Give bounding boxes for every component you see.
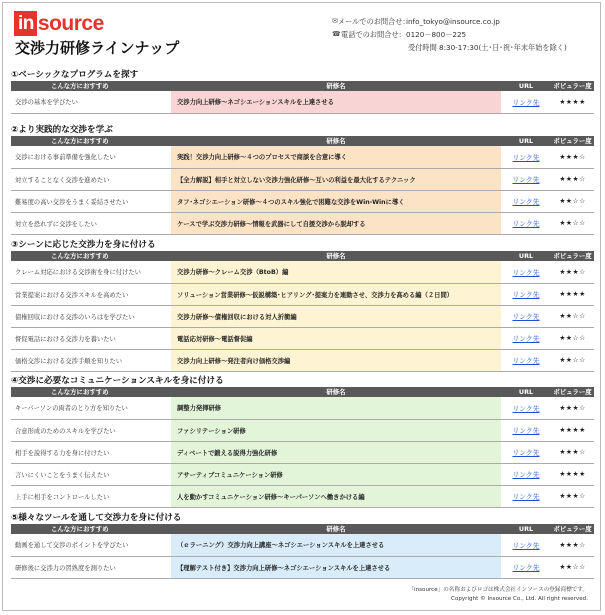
row-training-name: 【全力解説】相手と対立しない交渉力強化研修～互いの利益を最大化するテクニック [171,168,501,190]
header-name: 研修名 [171,387,501,397]
section-5 [11,512,594,579]
insource-logo [14,11,104,36]
row-training-name: ケースで学ぶ交渉力研修～情報を武器にして自援交渉から脱却する [171,212,501,234]
contact-mail-row [332,15,594,28]
row-url-cell [501,419,551,441]
header-name: 研修名 [171,136,501,146]
row-target: 合意形成のためのスキルを学びたい [11,419,171,441]
table-row [11,190,594,212]
row-training-name: ファシリテーション研修 [171,419,501,441]
row-popularity: ★★★☆ [551,441,594,463]
row-training-name: ソリューション営業研修～仮説構築･ヒアリング･提案力を連動させ、交渉力を高める編（２日間） [171,283,501,305]
table-row [11,91,594,113]
row-popularity: ★★☆☆ [551,305,594,327]
row-link[interactable]: リンク先 [512,357,540,365]
row-target: 上手に相手をコントロールしたい [11,485,171,507]
row-target: 相手を説得する力を身に付けたい [11,441,171,463]
row-popularity: ★★★☆ [551,261,594,283]
row-link[interactable]: リンク先 [512,153,540,162]
row-url-cell [501,283,551,305]
table-row [11,283,594,305]
row-url-cell [501,463,551,485]
header-target: こんな方におすすめ [11,524,171,534]
training-table [11,524,594,579]
row-training-name: 電話応対研修～電話督促編 [171,327,501,349]
row-training-name: 人を動かすコミュニケーション研修～キーパーソンへ働きかける編 [171,485,501,507]
row-training-name: 調整力発揮研修 [171,397,501,419]
row-url-cell [501,212,551,234]
row-link[interactable]: リンク先 [512,176,540,184]
table-row [11,534,594,556]
row-link[interactable]: リンク先 [512,98,540,107]
header-target: こんな方におすすめ [11,251,171,261]
table-row [11,441,594,463]
row-target: クレーム対応における交渉術を身に付けたい [11,261,171,283]
section-title: ①ベーシックなプログラムを探す [11,70,139,80]
row-training-name: タフ･ネゴシエーション研修～４つのスキル強化で困難な交渉をWin-Winに導く [171,190,501,212]
row-training-name: （ｅラーニング）交渉力向上講座～ネゴシエーションスキルを上達させる [171,534,501,556]
contact-info [332,15,594,54]
row-target: 対立することなく交渉を進めたい [11,168,171,190]
row-link[interactable]: リンク先 [512,493,540,501]
row-url-cell [501,397,551,419]
row-popularity: ★★★☆ [551,168,594,190]
row-url-cell [501,190,551,212]
row-popularity: ★★★☆ [551,146,594,168]
section-title: ④交渉に必要なコミュニケーションスキルを身に付ける [11,376,224,386]
header-name: 研修名 [171,524,501,534]
row-link[interactable]: リンク先 [512,198,540,206]
row-target: キーパーソンの両者のとり方を知りたい [11,397,171,419]
row-training-name: 交渉力向上研修～ネゴシエーションスキルを上達させる [171,91,501,113]
mail-icon: ✉ [332,17,338,25]
section-3 [11,239,594,372]
table-header-row [11,251,594,261]
section-2 [11,124,594,235]
row-target: 価格交渉における交渉手順を知りたい [11,349,171,371]
row-link[interactable]: リンク先 [512,541,540,550]
row-link[interactable]: リンク先 [512,427,540,435]
header-target: こんな方におすすめ [11,81,171,91]
phone-icon: ☎ [332,30,341,38]
row-target: 難易度の高い交渉をうまく妥結させたい [11,190,171,212]
table-row [11,485,594,507]
row-popularity: ★★☆☆ [551,556,594,578]
table-row [11,463,594,485]
training-table [11,251,594,372]
row-url-cell [501,556,551,578]
row-popularity: ★★☆☆ [551,349,594,371]
table-row [11,349,594,371]
table-header-row [11,136,594,146]
row-link[interactable]: リンク先 [512,268,540,277]
contact-phone-value[interactable]: 0120－800－225 [406,30,467,39]
row-link[interactable]: リンク先 [512,220,540,228]
logo-source: source [37,12,104,35]
row-url-cell [501,485,551,507]
header-url: URL [501,387,551,397]
header-popularity: ポピュラー度 [551,524,594,534]
row-target: 督促電話における交渉力を養いたい [11,327,171,349]
row-url-cell [501,441,551,463]
row-training-name: ディベートで鍛える説得力強化研修 [171,441,501,463]
header-popularity: ポピュラー度 [551,251,594,261]
row-training-name: 【理解テスト付き】交渉力向上研修～ネゴシエーションスキルを上達させる [171,556,501,578]
row-target: 営業提案における交渉スキルを高めたい [11,283,171,305]
table-row [11,261,594,283]
footer-trademark: 「insource」の名称およびロゴは株式会社インソースの登録商標です。 [408,587,588,593]
row-popularity: ★★★☆ [551,534,594,556]
table-header-row [11,81,594,91]
section-1 [11,69,594,114]
row-target: 債権回収における交渉のいろはを学びたい [11,305,171,327]
contact-hours: 受付時間 8:30-17:30(土･日･祝･年末年始を除く) [408,43,567,52]
row-link[interactable]: リンク先 [512,291,540,299]
row-target: 言いにくいことをうまく伝えたい [11,463,171,485]
row-popularity: ★★☆☆ [551,327,594,349]
row-url-cell [501,146,551,168]
table-row [11,556,594,578]
row-link[interactable]: リンク先 [512,471,540,479]
page-title: 交渉力研修ラインナップ [15,39,180,57]
row-url-cell [501,534,551,556]
row-link[interactable]: リンク先 [512,564,540,572]
table-row [11,212,594,234]
table-header-row [11,387,594,397]
footer [408,586,588,604]
contact-mail-label-wrap [332,15,410,28]
table-row [11,168,594,190]
header-popularity: ポピュラー度 [551,136,594,146]
row-popularity: ★★☆☆ [551,190,594,212]
section-title: ③シーンに応じた交渉力を身に付ける [11,240,156,250]
row-url-cell [501,349,551,371]
row-target: 研修後に交渉力の習熟度を測りたい [11,556,171,578]
training-table [11,136,594,235]
row-training-name: アサーティブコミュニケーション研修 [171,463,501,485]
row-popularity: ★★★☆ [551,397,594,419]
contact-mail-value[interactable]: info_tokyo@insource.co.jp [406,17,500,26]
header-url: URL [501,81,551,91]
table-row [11,305,594,327]
row-url-cell [501,261,551,283]
row-target: 交渉における事前準備を強化したい [11,146,171,168]
row-training-name: 交渉力向上研修～発注者向け価格交渉編 [171,349,501,371]
logo-in: in [14,11,37,36]
row-link[interactable]: リンク先 [512,449,540,457]
table-row [11,397,594,419]
contact-mail-label: メールでのお問合せ： [337,17,410,26]
row-popularity: ★★★★ [551,419,594,441]
row-popularity: ★★★☆ [551,485,594,507]
row-target: 対立を恐れずに交渉をしたい [11,212,171,234]
table-header-row [11,524,594,534]
row-link[interactable]: リンク先 [512,404,540,413]
row-url-cell [501,168,551,190]
header-target: こんな方におすすめ [11,387,171,397]
row-training-name: 交渉力研修～債権回収における対人折衝編 [171,305,501,327]
row-target: 動画を通して交渉のポイントを学びたい [11,534,171,556]
row-training-name: 実践！交渉力向上研修～４つのプロセスで商談を合意に導く [171,146,501,168]
row-url-cell [501,305,551,327]
row-popularity: ★★★★ [551,463,594,485]
header-url: URL [501,251,551,261]
header-name: 研修名 [171,251,501,261]
contact-phone-label: 電話でのお問合せ： [341,30,406,39]
contact-phone-label-wrap [332,28,406,41]
row-popularity: ★★★★ [551,91,594,113]
header-url: URL [501,524,551,534]
header-name: 研修名 [171,81,501,91]
row-target: 交渉の基本を学びたい [11,91,171,113]
table-row [11,327,594,349]
page [2,2,601,611]
section-4 [11,375,594,508]
row-link[interactable]: リンク先 [512,313,540,321]
training-table [11,387,594,508]
table-row [11,146,594,168]
table-row [11,419,594,441]
section-title: ⑤様々なツールを通して交渉力を身に付ける [11,513,182,523]
section-title: ②より実践的な交渉を学ぶ [11,125,113,135]
row-popularity: ★★☆☆ [551,212,594,234]
footer-copyright: Copyright © Insource Co., Ltd. All right reserved. [450,596,588,602]
row-link[interactable]: リンク先 [512,335,540,343]
header-url: URL [501,136,551,146]
contact-phone-row [332,28,594,41]
training-table [11,81,594,114]
header-target: こんな方におすすめ [11,136,171,146]
row-popularity: ★★★★ [551,283,594,305]
row-url-cell [501,327,551,349]
header-popularity: ポピュラー度 [551,81,594,91]
header-popularity: ポピュラー度 [551,387,594,397]
row-url-cell [501,91,551,113]
row-training-name: 交渉力研修～クレーム交渉（BtoB）編 [171,261,501,283]
